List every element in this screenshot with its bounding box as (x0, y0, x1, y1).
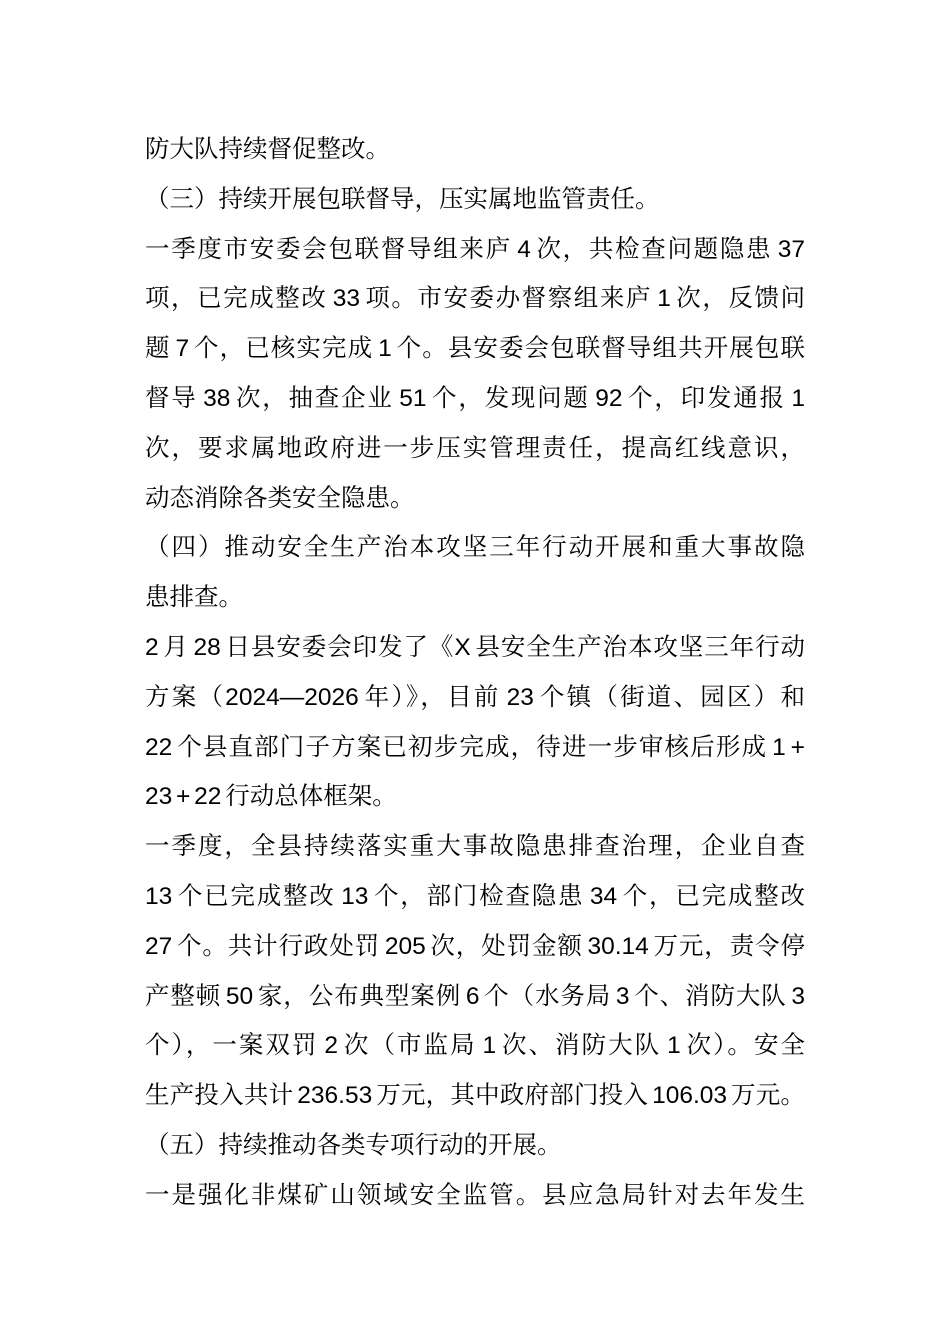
heading-line: 患排查。 (145, 584, 243, 612)
paragraph-supervision (145, 225, 805, 524)
heading-line: （三）持续开展包联督导，压实属地监管责任。 (145, 185, 660, 213)
text-line: 一是强化非煤矿山领域安全监管。县应急局针对去年发生 (145, 1181, 805, 1209)
text-line: 一季度市安委会包联督导组来庐 4 次，共检查问题隐患 37 (145, 235, 805, 263)
paragraph-continuation (145, 125, 805, 175)
paragraph-non-coal-mine (145, 1171, 805, 1221)
document-body (145, 125, 805, 1221)
paragraph-hazard-inspection (145, 822, 805, 1121)
heading-line: （五）持续推动各类专项行动的开展。 (145, 1131, 562, 1159)
text-line: 方案（2024—2026 年）》，目前 23 个镇（街道、园区）和 (145, 683, 805, 711)
text-line: 个），一案双罚 2 次（市监局 1 次、消防大队 1 次）。安全 (145, 1032, 805, 1060)
section-heading-5 (145, 1121, 805, 1171)
text-line: 题 7 个，已核实完成 1 个。县安委会包联督导组共开展包联 (145, 335, 805, 363)
text-line: 一季度，全县持续落实重大事故隐患排查治理，企业自查 (145, 833, 805, 861)
text-line: 次，要求属地政府进一步压实管理责任，提高红线意识， (145, 434, 805, 462)
text-line: 督导 38 次，抽查企业 51 个，发现问题 92 个，印发通报 1 (145, 384, 805, 412)
text-line: 产整顿 50 家，公布典型案例 6 个（水务局 3 个、消防大队 3 (145, 982, 805, 1010)
paragraph-action-plan (145, 623, 805, 822)
section-heading-4 (145, 523, 805, 623)
text-line: 13 个已完成整改 13 个，部门检查隐患 34 个，已完成整改 (145, 882, 805, 910)
text-line: 项，已完成整改 33 项。市安委办督察组来庐 1 次，反馈问 (145, 285, 805, 313)
text-line: 防大队持续督促整改。 (145, 136, 390, 163)
section-heading-3 (145, 175, 805, 225)
text-line: 生产投入共计 236.53 万元，其中政府部门投入 106.03 万元。 (145, 1082, 805, 1110)
heading-line: （四）推动安全生产治本攻坚三年行动开展和重大事故隐 (145, 534, 805, 562)
text-line: 动态消除各类安全隐患。 (145, 484, 415, 512)
text-line: 22 个县直部门子方案已初步完成，待进一步审核后形成 1 + (145, 733, 805, 761)
text-line: 23 + 22 行动总体框架。 (145, 783, 397, 811)
text-line: 27 个。共计行政处罚 205 次，处罚金额 30.14 万元，责令停 (145, 932, 805, 960)
text-line: 2 月 28 日县安委会印发了《X 县安全生产治本攻坚三年行动 (145, 633, 805, 661)
